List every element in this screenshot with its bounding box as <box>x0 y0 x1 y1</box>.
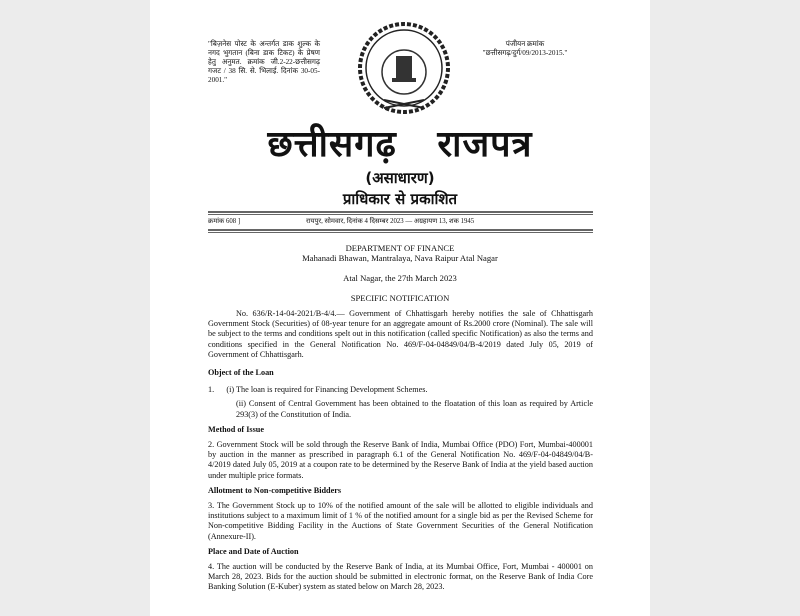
issue-date: रायपुर, सोमवार, दिनांक 4 दिसम्बर 2023 — अग्रहायण 13, शक 1945 <box>306 218 475 225</box>
notification-body <box>208 309 593 593</box>
paragraph: (ii) Consent of Central Government has been obtained to the floatation of this loan as required by Article 293(3) of the Constitution of India. <box>236 399 593 419</box>
registration-number: "छत्तीसगढ़/दुर्ग/09/2013-2015." <box>482 49 568 57</box>
issue-number: क्रमांक 608 ] <box>208 218 241 225</box>
section-heading: Allotment to Non-competitive Bidders <box>208 485 342 495</box>
paragraph: 2. Government Stock will be sold through the Reserve Bank of India, Mumbai Office (PDO) Fort, Mumbai-400001 by auction in the manner as prescribed in paragraph 6.1 of the General Notification No. 469/F-04-04849/04/B-4/2019 dated July 05, 2019 at a coupon rate to be determined by the Reserve Bank of India at the yield based auction under multiple price formats. <box>208 440 593 480</box>
paragraph: 4. The auction will be conducted by the Reserve Bank of India, at its Mumbai Office, Fort, Mumbai - 400001 on March 28, 2023. Bids for the auction should be submitted in electronic format, on the Reserve Bank of India Core Banking Solution (E-Kuber) system as stated below on March 28, 2023. <box>208 562 593 592</box>
postal-permission-note: "बिज़नेस पोस्ट के अन्तर्गत डाक शुल्क के नगद भुगतान (बिना डाक टिकट) के प्रेषण हेतु अनुमत. क्रमांक जी.2-22-छत्तीसगढ़ गजट / 38 सि. से. भिलाई. दिनांक 30-05-2001." <box>208 40 320 84</box>
issue-line <box>208 216 593 225</box>
paragraph: 3. The Government Stock up to 10% of the notified amount of the sale will be allotted to eligible individuals and institutions subject to a maximum limit of 1 % of the notified amount for a single bid as per the Revised Scheme for Non-competitive Bidding Facility in the Auctions of State Government Securities of the General Notification (Annexure-II). <box>208 501 593 541</box>
gazette-page <box>150 0 650 616</box>
divider <box>208 211 593 215</box>
department-name: DEPARTMENT OF FINANCE <box>345 243 455 253</box>
department-address: Mahanadi Bhawan, Mantralaya, Nava Raipur Atal Nagar <box>302 253 498 263</box>
registration-label: पंजीयन क्रमांक <box>505 40 545 48</box>
divider <box>208 229 593 233</box>
state-seal-emblem <box>356 20 452 116</box>
section-heading: Object of the Loan <box>208 368 274 378</box>
place-date: Atal Nagar, the 27th March 2023 <box>343 273 457 283</box>
section-heading: Place and Date of Auction <box>208 546 299 556</box>
gazette-subtitle-extraordinary: (असाधारण) <box>365 169 435 187</box>
paragraph: 1. (i) The loan is required for Financing Development Schemes. <box>208 385 428 395</box>
registration-block <box>450 40 600 58</box>
gazette-subtitle-authority: प्राधिकार से प्रकाशित <box>342 190 458 208</box>
notification-heading: SPECIFIC NOTIFICATION <box>350 293 450 303</box>
intro-paragraph: No. 636/R-14-04-2021/B-4/4.— Government of Chhattisgarh hereby notifies the sale of Chhattisgarh Government Stock (Securities) of 08-year tenure for an aggregate amount of Rs.2000 crore (Nominal). The sale will be subject to the terms and conditions spelt out in this notification (called specific Notification) as also the terms and conditions specified in the General Notification No. 469/F-04-04849/04/B-4/2019 dated July 05, 2019 of Government of Chhattisgarh. <box>208 309 593 359</box>
section-heading: Method of Issue <box>208 424 264 434</box>
gazette-title: छत्तीसगढ़ राजपत्र <box>267 124 533 165</box>
